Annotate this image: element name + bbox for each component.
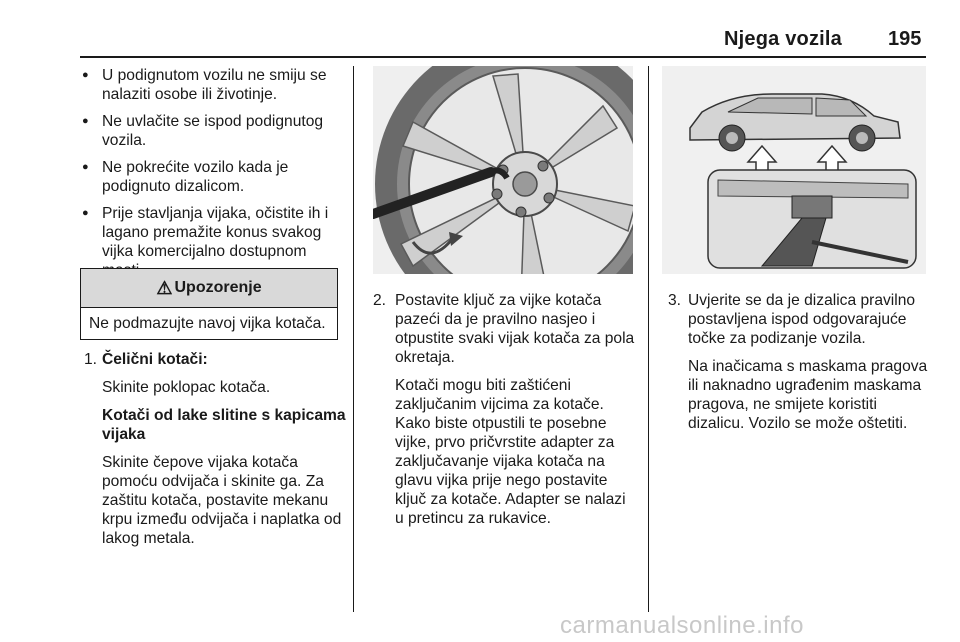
bullet-item: ● Ne pokrećite vozilo kada je podignuto dizalicom.: [80, 158, 344, 196]
column-divider-2: [648, 66, 649, 612]
page-number: 195: [888, 28, 922, 50]
warning-text: Ne podmazujte navoj vijka kotača.: [89, 315, 326, 332]
step-text: Skinite poklopac kotača.: [102, 379, 271, 396]
step-heading: Čelični kotači:: [102, 351, 208, 368]
warning-title: Upozorenje: [174, 279, 262, 296]
warning-box: [80, 268, 338, 340]
step-3: [668, 291, 932, 442]
step-number: 2.: [373, 292, 387, 309]
wheel-wrench-figure: [373, 66, 633, 274]
step-1: [84, 350, 348, 557]
step-text: Kotači mogu biti zaštićeni zaključanim vijcima za kotače. Kako biste otpustili te posebne vijke, prvo pričvrstite adapter za zaključavanje vijaka kotača na glavu vijka prije nego postavite ključ za kotače. Adapter se nalazi u pretincu za rukavice.: [395, 377, 626, 527]
bullet-list: [80, 66, 344, 288]
bullet-item: ● U podignutom vozilu ne smiju se nalaziti osobe ili životinje.: [80, 66, 344, 104]
header-rule: [80, 56, 926, 58]
car-jack-illustration: [662, 66, 926, 274]
step-text: Postavite ključ za vijke kotača pazeći da je pravilno nasjeo i otpustite svaki vijak kotača za pola okretaja.: [395, 292, 635, 366]
step-subheading: Kotači od lake slitine s kapicama vijaka: [102, 407, 346, 443]
bullet-item: ● Ne uvlačite se ispod podignutog vozila.: [80, 112, 344, 150]
warning-header: [81, 269, 337, 308]
step-number: 1.: [84, 351, 98, 368]
column-divider-1: [353, 66, 354, 612]
watermark: carmanualsonline.info: [560, 612, 804, 639]
step-text: Skinite čepove vijaka kotača pomoću odvijača i skinite ga. Za zaštitu kotača, postavite mekanu krpu između odvijača i naplatka od lakog metala.: [102, 454, 342, 547]
step-text: Na inačicama s maskama pragova ili naknadno ugrađenim maskama pragova, ne smijete koristiti dizalicu. Vozilo se može oštetiti.: [688, 358, 928, 432]
warning-triangle-icon: ⚠: [156, 277, 173, 298]
step-number: 3.: [668, 292, 682, 309]
wheel-illustration: [373, 66, 633, 274]
step-text: Uvjerite se da je dizalica pravilno postavljena ispod odgovarajuće točke za podizanje vozila.: [688, 292, 916, 347]
section-title: Njega vozila: [724, 28, 842, 50]
car-jack-points-figure: [662, 66, 926, 274]
step-2: [373, 291, 635, 537]
bullet-item: ● Prije stavljanja vijaka, očistite ih i lagano premažite konus svakog vijka komercijalno dostupnom: [80, 204, 344, 280]
